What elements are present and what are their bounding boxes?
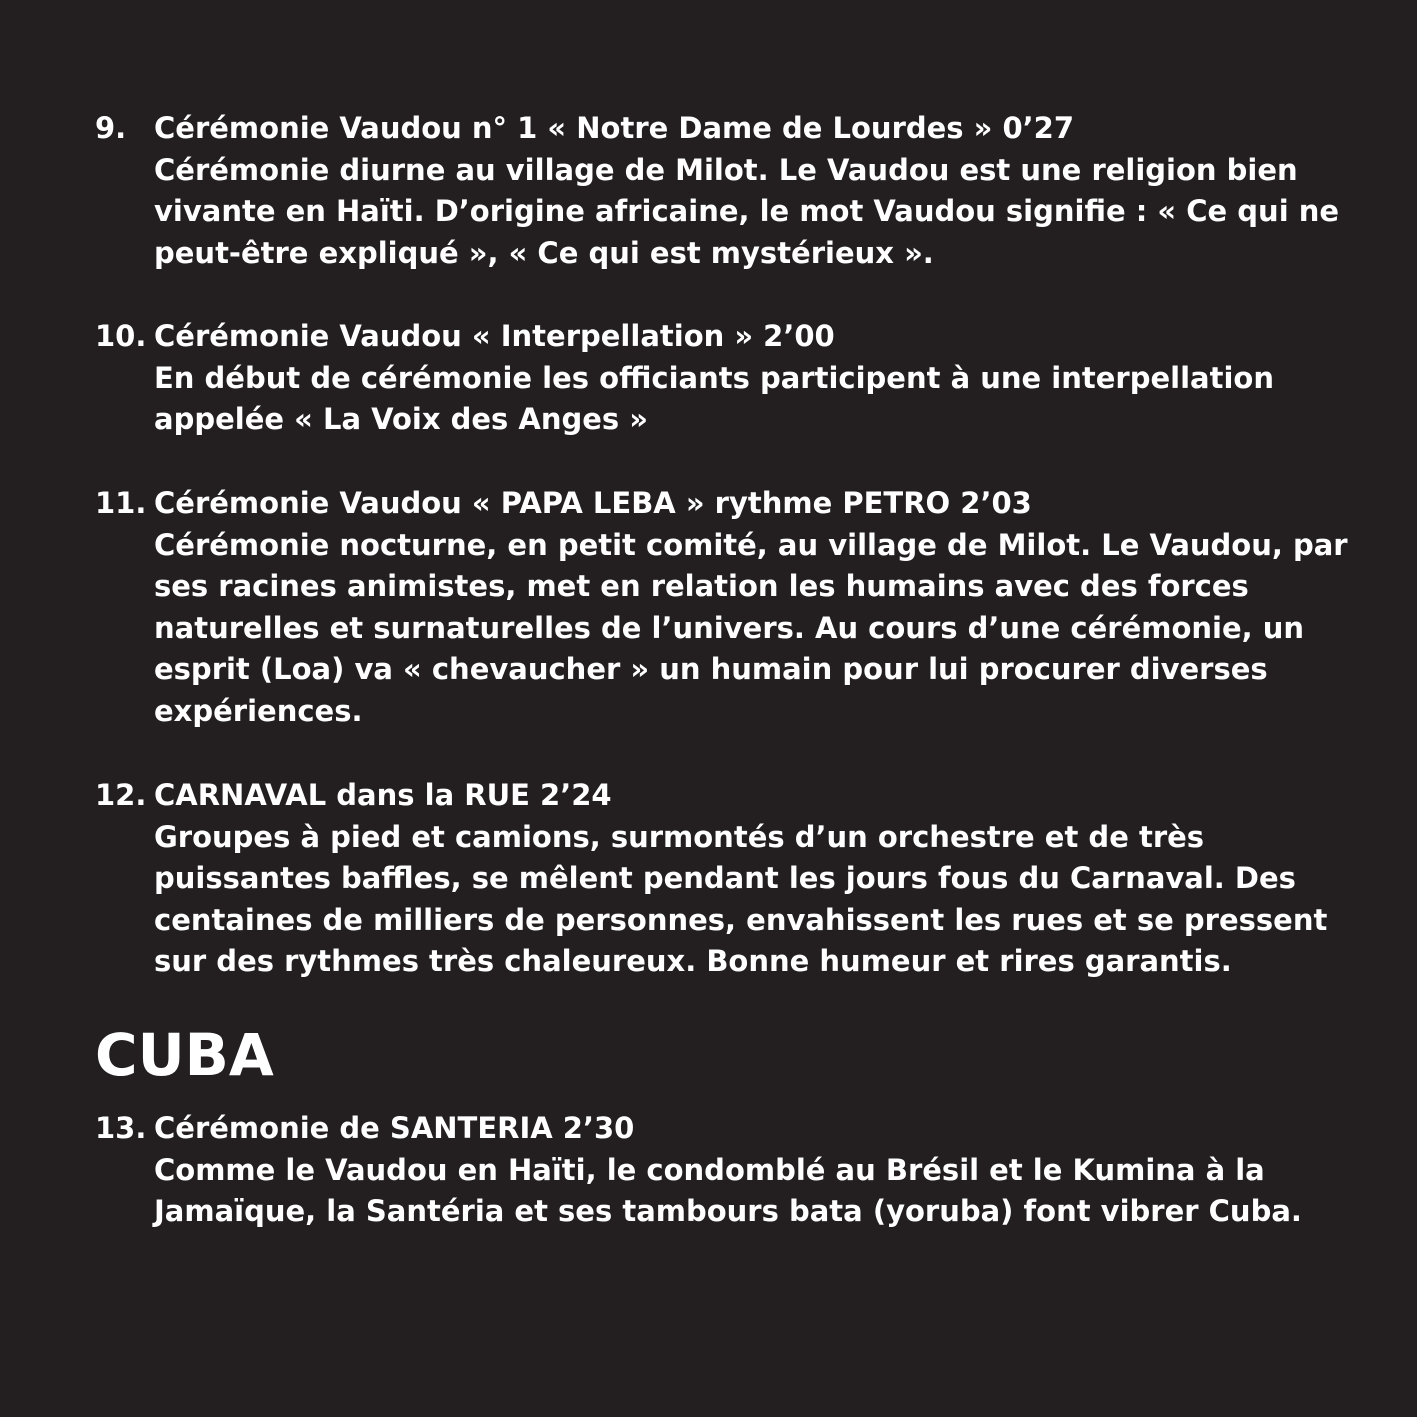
track-title: Cérémonie Vaudou « PAPA LEBA » rythme PETRO 2’03 bbox=[154, 486, 1032, 520]
description-line: centaines de milliers de personnes, envahissent les rues et se pressent bbox=[154, 902, 1328, 937]
track-body bbox=[154, 108, 1384, 274]
track-description bbox=[154, 1150, 1384, 1233]
track-title: Cérémonie Vaudou « Interpellation » 2’00 bbox=[154, 319, 835, 353]
description-line: ses racines animistes, met en relation les humains avec des forces bbox=[154, 569, 1249, 604]
description-line: sur des rythmes très chaleureux. Bonne humeur et rires garantis. bbox=[154, 944, 1232, 979]
track-number: 10. bbox=[95, 319, 147, 353]
track-number: 9. bbox=[95, 111, 127, 145]
track-number: 13. bbox=[95, 1111, 147, 1145]
track-description bbox=[154, 525, 1384, 733]
description-line: esprit (Loa) va « chevaucher » un humain pour lui procurer diverses bbox=[154, 652, 1268, 687]
track-description bbox=[154, 358, 1384, 441]
section-heading-cuba: CUBA bbox=[95, 1021, 274, 1089]
description-line: naturelles et surnaturelles de l’univers. Au cours d’une cérémonie, un bbox=[154, 610, 1305, 645]
track-title: Cérémonie Vaudou n° 1 « Notre Dame de Lourdes » 0’27 bbox=[154, 111, 1075, 145]
track-title: CARNAVAL dans la RUE 2’24 bbox=[154, 778, 612, 812]
track-number: 11. bbox=[95, 486, 147, 520]
description-line: peut-être expliqué », « Ce qui est mystérieux ». bbox=[154, 235, 934, 270]
track-body bbox=[154, 483, 1384, 733]
track-number: 12. bbox=[95, 778, 147, 812]
description-line: appelée « La Voix des Anges » bbox=[154, 402, 649, 437]
track-description bbox=[154, 150, 1384, 275]
track-description bbox=[154, 817, 1384, 983]
description-line: Jamaïque, la Santéria et ses tambours bata (yoruba) font vibrer Cuba. bbox=[154, 1194, 1302, 1229]
track-body bbox=[154, 316, 1384, 441]
description-line: Cérémonie diurne au village de Milot. Le Vaudou est une religion bien bbox=[154, 152, 1298, 187]
track-body bbox=[154, 1108, 1384, 1233]
description-line: vivante en Haïti. D’origine africaine, le mot Vaudou signifie : « Ce qui ne bbox=[154, 194, 1340, 229]
description-line: Comme le Vaudou en Haïti, le condomblé au Brésil et le Kumina à la bbox=[154, 1152, 1265, 1187]
description-line: expériences. bbox=[154, 693, 363, 728]
track-body bbox=[154, 775, 1384, 983]
description-line: Groupes à pied et camions, surmontés d’un orchestre et de très bbox=[154, 819, 1205, 854]
description-line: En début de cérémonie les officiants participent à une interpellation bbox=[154, 360, 1274, 395]
description-line: Cérémonie nocturne, en petit comité, au village de Milot. Le Vaudou, par bbox=[154, 527, 1348, 562]
description-line: puissantes baffles, se mêlent pendant les jours fous du Carnaval. Des bbox=[154, 861, 1296, 896]
track-title: Cérémonie de SANTERIA 2’30 bbox=[154, 1111, 635, 1145]
